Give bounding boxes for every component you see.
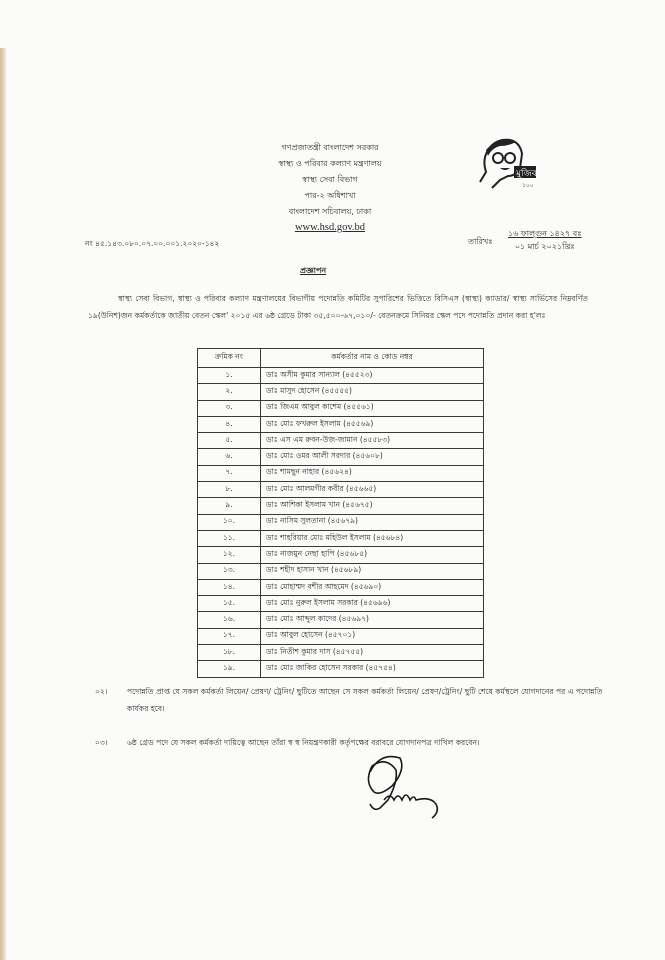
table-row [198, 400, 484, 416]
table-row [198, 579, 484, 595]
table-row [198, 645, 484, 661]
officer-name-cell: ডাঃ নাসিম সুলতানা (৪৫৬৭৯) [261, 514, 484, 530]
letterhead [230, 140, 430, 236]
date-block [508, 227, 582, 253]
letterhead-line: স্বাস্থ্য ও পরিবার কল্যাণ মন্ত্রণালয় [278, 159, 382, 168]
officer-name-cell: ডাঃ নাজমুন নেছা হাপি (৪৫৬৮৫) [261, 547, 484, 563]
date-bengali: ১৬ ফাল্গুন ১৪২৭ বঃ [508, 229, 582, 238]
serial-number-cell: ১৮. [198, 645, 261, 661]
table-row [198, 661, 484, 677]
letterhead-line: বাংলাদেশ সচিবালয়, ঢাকা [288, 207, 372, 216]
officer-name-cell: ডাঃ মোঃ নুরুল ইসলাম সরকার (৪৫৬৯৬) [261, 596, 484, 612]
serial-number-cell: ১২. [198, 547, 261, 563]
letterhead-line: স্বাস্থ্য সেবা বিভাগ [302, 175, 358, 184]
table-row [198, 384, 484, 400]
table-row [198, 596, 484, 612]
table-row [198, 433, 484, 449]
officer-name-cell: ডাঃ মোঃ আলমগীর কবীর (৪৫৬৬৫) [261, 482, 484, 498]
serial-number-cell: ৬. [198, 449, 261, 465]
table-row [198, 530, 484, 546]
letterhead-line: গণপ্রজাতন্ত্রী বাংলাদেশ সরকার [281, 143, 379, 152]
body-paragraph: স্বাস্থ্য সেবা বিভাগ, স্বাস্থ্য ও পরিবার কল্যাণ মন্ত্রণালয়ের বিভাগীয় পদোন্নতি কমিটির সুপারিশের ভিত্তিতে বিসিএস (স্বাস্থ্য) ক্যাডার/ স্বাস্থ্য সার্ভিসের নিম্নবর্ণিত ১৯(উনিশ)জন কর্মকর্তাকে জাতীয় বেতন স্কেল' ২০১৫ এর ৬ষ্ঠ গ্রেডে টাকা ৩৫,৫০০-৬৭,০১০/- বেতনক্রমে সিনিয়র স্কেল পদে পদোন্নতি প্রদান করা হ'লঃ [88, 294, 588, 320]
table-row [198, 498, 484, 514]
table-row [198, 612, 484, 628]
note-text: ৬ষ্ঠ গ্রেড পদে যে সকল কর্মকর্তা দায়িত্বে আছেন তাঁরা স্ব স্ব নিয়ন্ত্রণকারী কর্তৃপক্ষের বরাবরে যোগদানপত্র দাখিল করবেন। [127, 738, 480, 747]
serial-number-cell: ১৩. [198, 563, 261, 579]
serial-number-cell: ১৬. [198, 612, 261, 628]
officer-name-cell: ডাঃ মোঃ আব্দুল কাদের (৪৫৬৯৭) [261, 612, 484, 628]
officer-name-cell: ডাঃ মোঃ জাকির হোসেন সরকার (৪৫৭৫৪) [261, 661, 484, 677]
officer-name-cell: ডাঃ শাহরিয়ার মোঃ মহিউল ইসলাম (৪৫৬৮৪) [261, 530, 484, 546]
note-number: ০২। [95, 687, 108, 696]
table-row [198, 547, 484, 563]
svg-text:মুজিব: মুজিব [516, 169, 537, 179]
note-text: পদোন্নতি প্রাপ্ত যে সকল কর্মকর্তা লিয়েন/ প্রেষণ/ ট্রেনিং/ ছুটিতে আছেন সে সকল কর্মকর্তা লিয়েন/ প্রেষণ/ট্রেনিং/ ছুটি শেষে কর্মস্থলে যোগদানের পর এ পদোন্নতি কার্যকর হবে। [127, 687, 603, 713]
serial-number-cell: ১৭. [198, 628, 261, 644]
serial-number-cell: ১৫. [198, 596, 261, 612]
table-header-row [198, 349, 484, 368]
table-row [198, 514, 484, 530]
serial-number-cell: ১০. [198, 514, 261, 530]
document-title: প্রজ্ঞাপন [300, 266, 327, 275]
memo-number: নং ৪৫.১৪৩.০৮০.০৭.০০.০০১.২০২০-১৪২ [85, 239, 220, 248]
officer-name-cell: ডাঃ মোঃ ওমর আলী সরদার (৪৫৬০৮) [261, 449, 484, 465]
officer-name-cell: ডাঃ মোঃ ফখরুল ইসলাম (৪৫৫৬৯) [261, 416, 484, 432]
officer-name-cell: ডাঃ শহীদ হাসান খান (৪৫৬৮৯) [261, 563, 484, 579]
officer-name-cell: ডাঃ মোহাম্মদ বশীর আহমেদ (৪৫৬৯০) [261, 579, 484, 595]
officer-name-cell: ডাঃ এস এম রুবন-উজ-জামান (৪৫৫৮৩) [261, 433, 484, 449]
serial-number-cell: ১৯. [198, 661, 261, 677]
officer-name-cell: ডাঃ শামছুন নাহার (৪৫৬২৪) [261, 465, 484, 481]
note-number: ০৩। [95, 738, 108, 747]
page-edge [0, 48, 6, 960]
serial-number-cell: ৪. [198, 416, 261, 432]
letterhead-line: পার-২ অধিশাখা [304, 191, 356, 200]
table-row [198, 563, 484, 579]
serial-number-cell: ৫. [198, 433, 261, 449]
officers-table [197, 348, 484, 678]
website-link[interactable]: www.hsd.gov.bd [294, 222, 366, 233]
serial-number-cell: ১১. [198, 530, 261, 546]
svg-text:১০০: ১০০ [522, 182, 534, 189]
table-row [198, 628, 484, 644]
column-header-name: কর্মকর্তার নাম ও কোড নম্বর [261, 349, 484, 368]
table-row [198, 416, 484, 432]
table-row [198, 482, 484, 498]
officer-name-cell: ডাঃ নিতীশ কুমার দাস (৪৫৭৫৫) [261, 645, 484, 661]
date-gregorian: ০১ মার্চ ২০২১খ্রিঃ [514, 242, 575, 251]
officer-name-cell: ডাঃ মাসুদ হোসেন (৪৫৫৫৫) [261, 384, 484, 400]
officer-name-cell: ডাঃ অসীম কুমার সান্যাল (৪৫৫২৩) [261, 368, 484, 384]
serial-number-cell: ২. [198, 384, 261, 400]
officer-name-cell: ডাঃ আবুল হোসেন (৪৫৭০১) [261, 628, 484, 644]
mujib-borsho-logo-icon [472, 132, 552, 190]
signature-icon [340, 752, 450, 822]
serial-number-cell: ৩. [198, 400, 261, 416]
officer-name-cell: ডাঃ জিএম আবুল কাশেম (৪৫৫৬১) [261, 400, 484, 416]
serial-number-cell: ৭. [198, 465, 261, 481]
serial-number-cell: ৮. [198, 482, 261, 498]
serial-number-cell: ১৪. [198, 579, 261, 595]
column-header-serial: ক্রমিক নং [198, 349, 261, 368]
serial-number-cell: ৯. [198, 498, 261, 514]
date-label: তারিখঃ [468, 237, 493, 246]
serial-number-cell: ১. [198, 368, 261, 384]
officer-name-cell: ডাঃ আশিকা ইসলাম খান (৪৫৬৭৫) [261, 498, 484, 514]
table-row [198, 449, 484, 465]
table-row [198, 465, 484, 481]
table-row [198, 368, 484, 384]
